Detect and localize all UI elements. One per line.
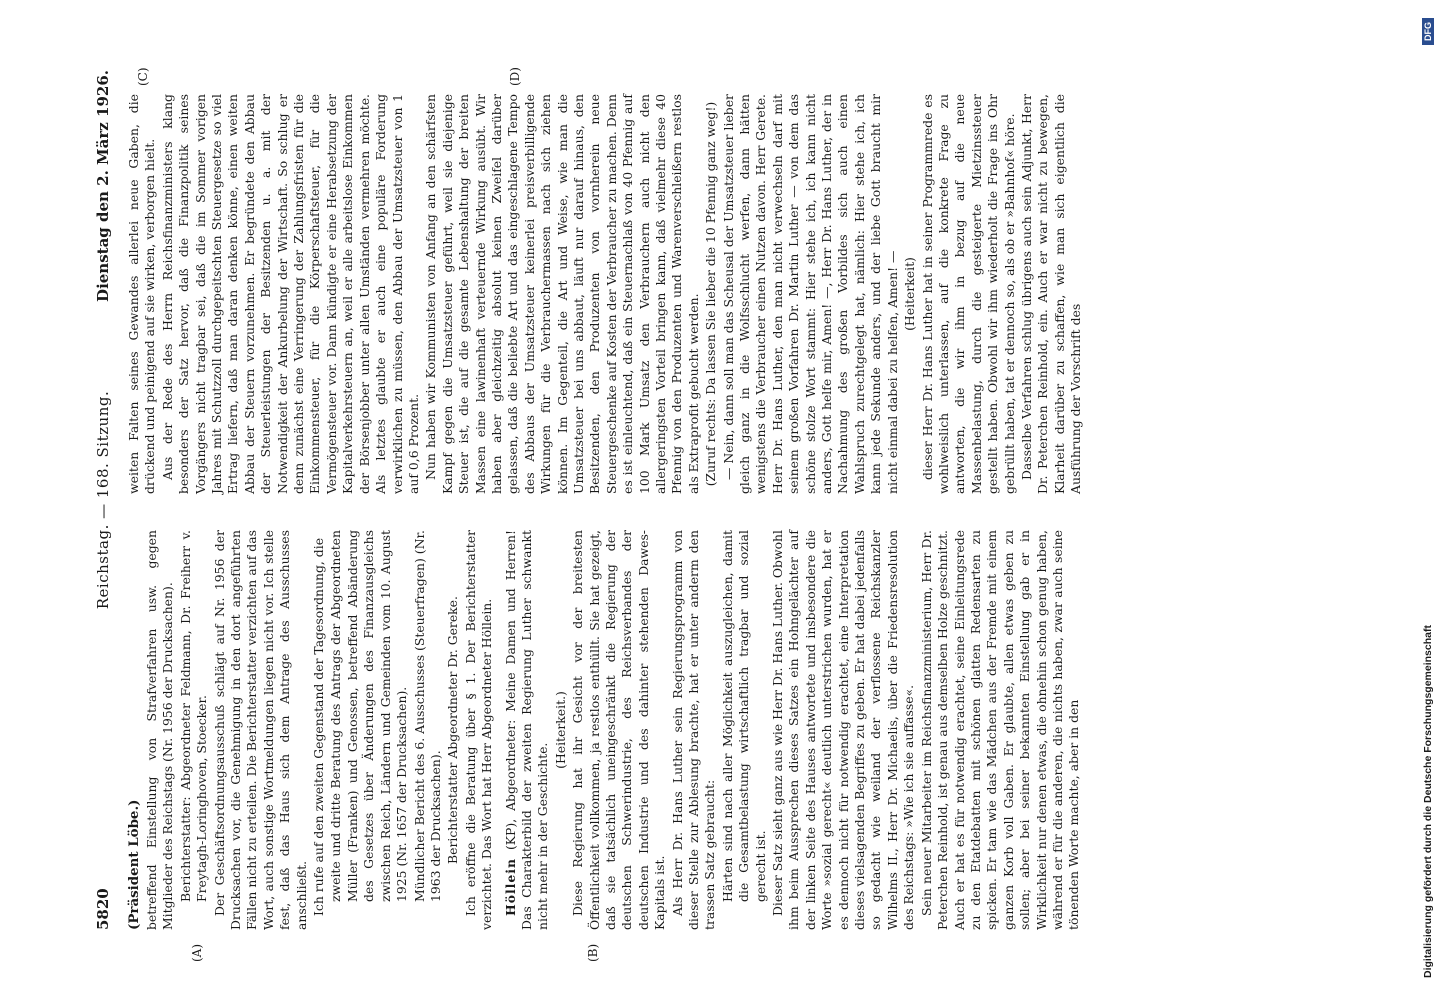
paragraph: zweite und dritte Beratung des Antrags der Abgeordneten Müller (Franken) und Genossen, betreffend Abänderung des Gesetzes über Änderungen des Finanzausgleichs zwischen Reich, Ländern und Gemeinden vom 10. August 1925 (Nr. 1657 der Drucksachen). [328,530,410,902]
speech-text: (KP), Abgeordneter: Meine Damen und Herren! Das Charakterbild der zweiten Regierung Luther schwankt nicht mehr in der Geschichte. [502,530,551,930]
paragraph: Berichterstatter Abgeordneter Dr. Gereke. [445,596,461,864]
page-header [88,70,122,930]
paragraph: Ich rufe auf den zweiten Gegenstand der Tagesordnung, die [311,537,327,916]
speech-intro [503,530,552,930]
paragraph: Berichterstatter: Abgeordneter Feldmann, Dr. Freiherr v. Freytagh-Loringhoven, Stoecker. [177,530,210,902]
dfg-logo: DFG [1422,18,1434,45]
right-column [126,94,1086,494]
paragraph: Ich eröffne die Beratung über § 1. Der Berichterstatter verzichtet. Das Wort hat Herr Abgeordneter Höllein. [462,530,495,930]
paragraph: Aus der Rede des Herrn Reichsfinanzministers klang besonders der Satz hervor, daß die Finanzpolitik seines Vorgängers nicht tragbar sei, daß die im Sommer vorigen Jahres mit Schutzzoll durchgepeitschten Steuergesetze so viel Ertrag liefern, daß man daran denken könne, einen weiten Abbau der Steuern vorzunehmen. Er begründete den Abbau der Steuerleistungen der Besitzenden u. a. mit der Notwendigkeit der Ankurbelung der Wirtschaft. So schlug er denn zunächst eine Verringerung der Zahlungsfristen für die Einkommensteuer, für die Körperschaftsteuer, für die Vermögensteuer vor. Dann kündigte er eine Herabsetzung der Kapitalverkehrsteuern an, weil er alle arbeitslose Einkommen der Börsenjobber unter allen Umständen vermehren möchte. Als letztes glaubte er auch eine populäre Forderung verwirklichen zu müssen, den Abbau der Umsatzsteuer von 1 auf 0,6 Prozent. [159,94,421,494]
credit-text: Digitalisierung gefördert durch die Deutsche Forschungsgemeinschaft [1422,625,1434,978]
paragraph: Als Herr Dr. Hans Luther sein Regierungsprogramm von dieser Stelle zur Ablesung brachte, hat er unter anderm den trassen Satz gebraucht: [669,530,718,930]
quotation: Härten sind nach aller Möglichkeit auszugleichen, damit die Gesamtbelastung wirtschaftlich tragbar und sozial gerecht ist. [719,530,768,902]
margin-mark-b: (B) [586,943,600,962]
page-number: 5820 [94,888,112,930]
paragraph: Dieser Satz sieht ganz aus wie Herr Dr. Hans Luther. Obwohl ihm beim Aussprechen dieses Satzes ein Hohngelächter auf der linken Seite des Hauses antwortete und insbesondere die Worte »sozial gerecht« deutlich unterstrichen wurden, hat er es dennoch nicht für notwendig erachtet, eine Interpretation dieses vielsagenden Begriffes zu geben. Er hat dabei jedenfalls so gedacht wie weiland der verflossene Reichskanzler Wilhelms II., Herr Dr. Michaelis, über die Friedensresolution des Reichstags: »Wie ich sie auffasse«. [770,530,917,930]
paragraph: Der Geschäftsordnungsausschuß schlägt auf Nr. 1956 der Drucksachen vor, die Genehmigung in den dort angeführten Fällen nicht zu erteilen. Die Berichterstatter verzichten auf das Wort, auch sonstige Wortmeldungen liegen nicht vor. Ich stelle fest, daß das Haus sich dem Antrage des Ausschusses anschließt. [211,530,309,930]
running-title: Reichstag. — 168. Sitzung. [94,390,112,610]
speaker-heading: (Präsident Löbe.) [126,799,142,930]
document-page [88,50,1348,962]
digitization-credit [1398,18,1434,978]
left-column [126,530,1084,930]
margin-mark-d: (D) [508,67,522,86]
paragraph: dieser Herr Dr. Hans Luther hat in seiner Programmrede es wohlweislich unterlassen, auf die konkrete Frage zu antworten, die wir ihm in bezug auf die neue Massenbelastung, durch die gesteigerte Mietzinssteuer gestellt haben. Obwohl wir ihm wiederholt die Frage ins Ohr gebrüllt haben, tat er dennoch so, als ob er »Bahnhof« höre. [919,94,1017,494]
session-date: Dienstag den 2. März 1926. [94,70,112,302]
paragraph: Diese Regierung hat ihr Gesicht vor der breitesten Öffentlichkeit vollkommen, ja restlos enthüllt. Sie hat gezeigt, daß sie tatsächlich uneingeschränkt die Regierung der deutschen Schwerindustrie, des Reichsverbandes der deutschen Industrie und des dahinter stehenden Dawes-Kapitals ist. [570,530,668,930]
margin-mark-a: (A) [190,943,204,962]
paragraph: Dasselbe Verfahren schlug übrigens auch sein Adjunkt, Herr Dr. Peterchen Reinhold, ein. Auch er war nicht zu bewegen, Klarheit darüber zu schaffen, wie man sich eigentlich die Ausführung der Vorschrift des [1018,94,1084,494]
interjection: (Zuruf rechts: Da lassen Sie lieber die 10 Pfennig ganz weg!) [703,101,719,487]
margin-mark-c: (C) [136,67,150,86]
paragraph: weiten Falten seines Gewandes allerlei neue Gaben, die drückend und peinigend auf sie wirken, verborgen hielt. [126,94,158,494]
paragraph: betreffend Einstellung von Strafverfahren usw. gegen Mitglieder des Reichstags (Nr. 1956 der Drucksachen). [144,530,176,930]
paragraph: Nun haben wir Kommunisten von Anfang an den schärfsten Kampf gegen die Umsatzsteuer geführt, weil sie diejenige Steuer ist, die auf die gesamte Lebenshaltung der breiten Massen eine lawinenhaft verteuernde Wirkung ausübt. Wir haben aber gleichzeitig absolut keinen Zweifel darüber gelassen, daß die beliebte Art und das eingeschlagene Tempo des Abbaus der Umsatzsteuer keinerlei preisverbilligende Wirkungen für die Verbrauchermassen nach sich ziehen können. Im Gegenteil, die Art und Weise, wie man die Umsatzsteuer bei uns abbaut, läuft nur darauf hinaus, den Besitzenden, den Produzenten von vornherein neue Steuergeschenke auf Kosten der Verbraucher zu machen. Denn es ist einleuchtend, daß ein Steuernachlaß von 40 Pfennig auf 100 Mark Umsatz den Verbrauchern auch nicht den allergeringsten Vorteil bringen kann, daß vielmehr diese 40 Pfennig von den Produzenten und Warenverschleißern restlos als Extraprofit gebucht werden. [423,94,701,494]
interjection: (Heiterkeit.) [552,691,568,769]
speaker-name: Höllein [502,858,518,916]
interjection: (Heiterkeit) [902,257,918,331]
paragraph: — Nein, dann soll man das Scheusal der Umsatzsteuer lieber gleich ganz in die Wolfsschlucht werfen, dann hätten wenigstens die Verbraucher einen Nutzen davon. Herr Gerete. Herr Dr. Hans Luther, den man nicht verwechseln darf mit seinem großen Vorfahren Dr. Martin Luther — von dem das schöne stolze Wort stammt: Hier stehe ich, ich kann nicht anders, Gott helfe mir, Amen! —, Herr Dr. Hans Luther, der in Nachahmung des großen Vorbildes sich auch einen Wahlspruch zurechtgelegt hat, nämlich: Hier stehe ich, ich kann jede Sekunde anders, und der liebe Gott braucht mir nicht einmal dabei zu helfen, Amen! — [720,94,900,494]
paragraph: Sein neuer Mitarbeiter im Reichsfinanzministerium, Herr Dr. Peterchen Reinhold, ist genau aus demselben Holze geschnitzt. Auch er hat es für notwendig erachtet, seine Einleitungsrede zu den Etatdebatten mit schönen glatten Redensarten zu spicken. Er tam wie das Mädchen aus der Fremde mit einem ganzen Korb voll Gaben. Er glaubte, allen etwas geben zu sollen; aber bei seiner bekannten Einstellung gab er in Wirklichkeit nur denen etwas, die ohnehin schon genug haben, während er für die anderen, die nichts haben, zwar auch seine tönenden Worte machte, aber in den [918,530,1082,930]
paragraph: Mündlicher Bericht des 6. Ausschusses (Steuerfragen) (Nr. 1963 der Drucksachen). [411,530,443,902]
